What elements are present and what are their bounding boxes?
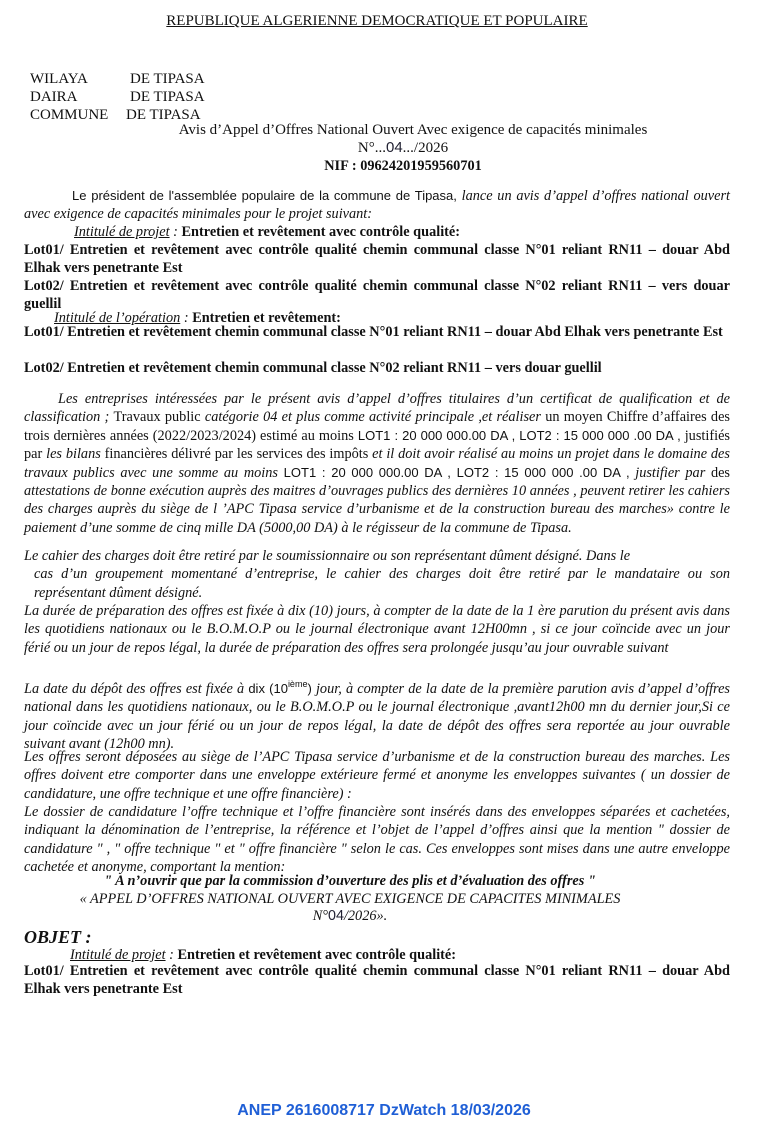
header-row-wilaya: WILAYA DE TIPASA — [30, 71, 205, 87]
operation-lot-1: Lot01/ Entretien et revêtement chemin communal classe N°01 reliant RN11 – douar Abd Elhak vers penetrante Est — [24, 324, 723, 340]
intro-paragraph: Le président de l'assemblée populaire de la commune de Tipasa, lance un avis d’appel d’offres national ouvert avec exigence de capacités minimales pour le projet suivant: — [24, 188, 730, 223]
cahier-paragraph: Le cahier des charges doit être retiré par le soumissionnaire ou son représentant dûment désigné. Dans le cas d’un groupement momentané d’entreprise, le cahier des charges doit être retiré par le mandataire ou son représentant dûment désigné. — [24, 548, 730, 601]
deposees-paragraph: Les offres seront déposées au siège de l’APC Tipasa service d’urbanisme et de la construction bureau des marches. Les offres doivent etre comporter dans une enveloppe extérieure fermé et anonyme les enveloppes suivantes ( un dossier de candidature, une offre technique et une offre financière) : — [24, 749, 730, 802]
objet-lot-1: Lot01/ Entretien et revêtement avec contrôle qualité chemin communal classe N°01 reliant RN11 – douar Abd Elhak vers penetrante Est — [24, 963, 730, 998]
duree-paragraph: La durée de préparation des offres est fixée à dix (10) jours, à compter de la date de la 1 ère parution du présent avis dans les quotidiens nationaux ou le B.O.M.O.P ou le journal électronique avant 12H00mn , si ce jour coïncide avec un jour férié ou un jour de repos légal, la durée de préparation des offres sera prolongée jusqu’au jour ouvrable suivant — [24, 603, 730, 656]
nif: NIF : 09624201959560701 — [324, 158, 482, 174]
avis-title: Avis d’Appel d’Offres National Ouvert Avec exigence de capacités minimales — [178, 122, 648, 138]
mention-number: N°04/2026». — [312, 908, 388, 924]
projet-lot-1: Lot01/ Entretien et revêtement avec contrôle qualité chemin communal classe N°01 reliant RN11 – douar Abd Elhak vers penetrante Est — [24, 242, 730, 277]
operation-lot-2: Lot02/ Entretien et revêtement chemin communal classe N°02 reliant RN11 – vers douar guellil — [24, 360, 602, 376]
admin-header — [30, 70, 205, 124]
footer-source: ANEP 2616008717 DzWatch 18/03/2026 — [237, 1102, 531, 1119]
projet-lot-2: Lot02/ Entretien et revêtement avec contrôle qualité chemin communal classe N°02 reliant RN11 – vers douar guellil — [24, 278, 730, 313]
header-row-daira: DAIRA DE TIPASA — [30, 89, 205, 105]
conditions-paragraph: Les entreprises intéressées par le présent avis d’appel d’offres titulaires d’un certificat de qualification et de classification ; Travaux public catégorie 04 et plus comme activité principale ,et réaliser un moyen Chiffre d’affaires des trois dernières années (2022/2023/2024) estimé au moins LOT1 : 20 000 000.00 DA , LOT2 : 15 000 000 .00 DA , justifiés par les bilans financières délivré par les services des impôts et il doit avoir réalisé au moins un projet dans le domaine des travaux publics avec une somme au moins LOT1 : 20 000 000.00 DA , LOT2 : 15 000 000 .00 DA , justifier par des attestations de bonne exécution auprès des maitres d’ouvrages publics des dernières 10 années , peuvent retirer les cahiers des charges auprès du siège de l ’APC Tipasa service d’urbanisme et de la construction bureau des marches» contre le paiement d’une somme de cinq mille DA (5000,00 DA) à le régisseur de la commune de Tipasa. — [24, 391, 730, 536]
objet-heading: OBJET : — [24, 927, 92, 947]
projet-title: Intitulé de projet : Entretien et revêtement avec contrôle qualité: — [74, 224, 461, 240]
republic-heading: REPUBLIQUE ALGERIENNE DEMOCRATIQUE ET POPULAIRE — [166, 13, 588, 29]
mention-appel: « APPEL D’OFFRES NATIONAL OUVERT AVEC EXIGENCE DE CAPACITES MINIMALES — [79, 891, 621, 907]
mention-quote: " A n’ouvrir que par la commission d’ouverture des plis et d’évaluation des offres " — [104, 873, 596, 889]
depot-paragraph: La date du dépôt des offres est fixée à dix (10ième) jour, à compter de la date de la première parution avis d’appel d’offres national dans les quotidiens nationaux, ou le B.O.M.O.P ou le journal électronique ,avant12h00 mn du dernier jour,Si ce jour coïncide avec un jour férié ou un jour de repos légal, la date de dépôt des offres sera reportée au jour ouvrable suivant avant (12h00 mn). — [24, 679, 730, 752]
objet-title: Intitulé de projet : Entretien et revêtement avec contrôle qualité: — [70, 947, 457, 963]
header-row-commune: COMMUNE DE TIPASA — [30, 107, 201, 123]
operation-title: Intitulé de l’opération : Entretien et revêtement: — [54, 310, 341, 326]
avis-number: N°...04.../2026 — [357, 139, 449, 156]
dossier-paragraph: Le dossier de candidature l’offre technique et l’offre financière sont insérés dans des enveloppes séparées et cachetées, indiquant la dénomination de l’entreprise, la référence et l’objet de l’appel d’offres ainsi que la mention " dossier de candidature " , " offre technique " et " offre financière " selon le cas. Ces enveloppes sont mises dans une autre enveloppe cachetée et anonyme, comportant la mention: — [24, 804, 730, 876]
